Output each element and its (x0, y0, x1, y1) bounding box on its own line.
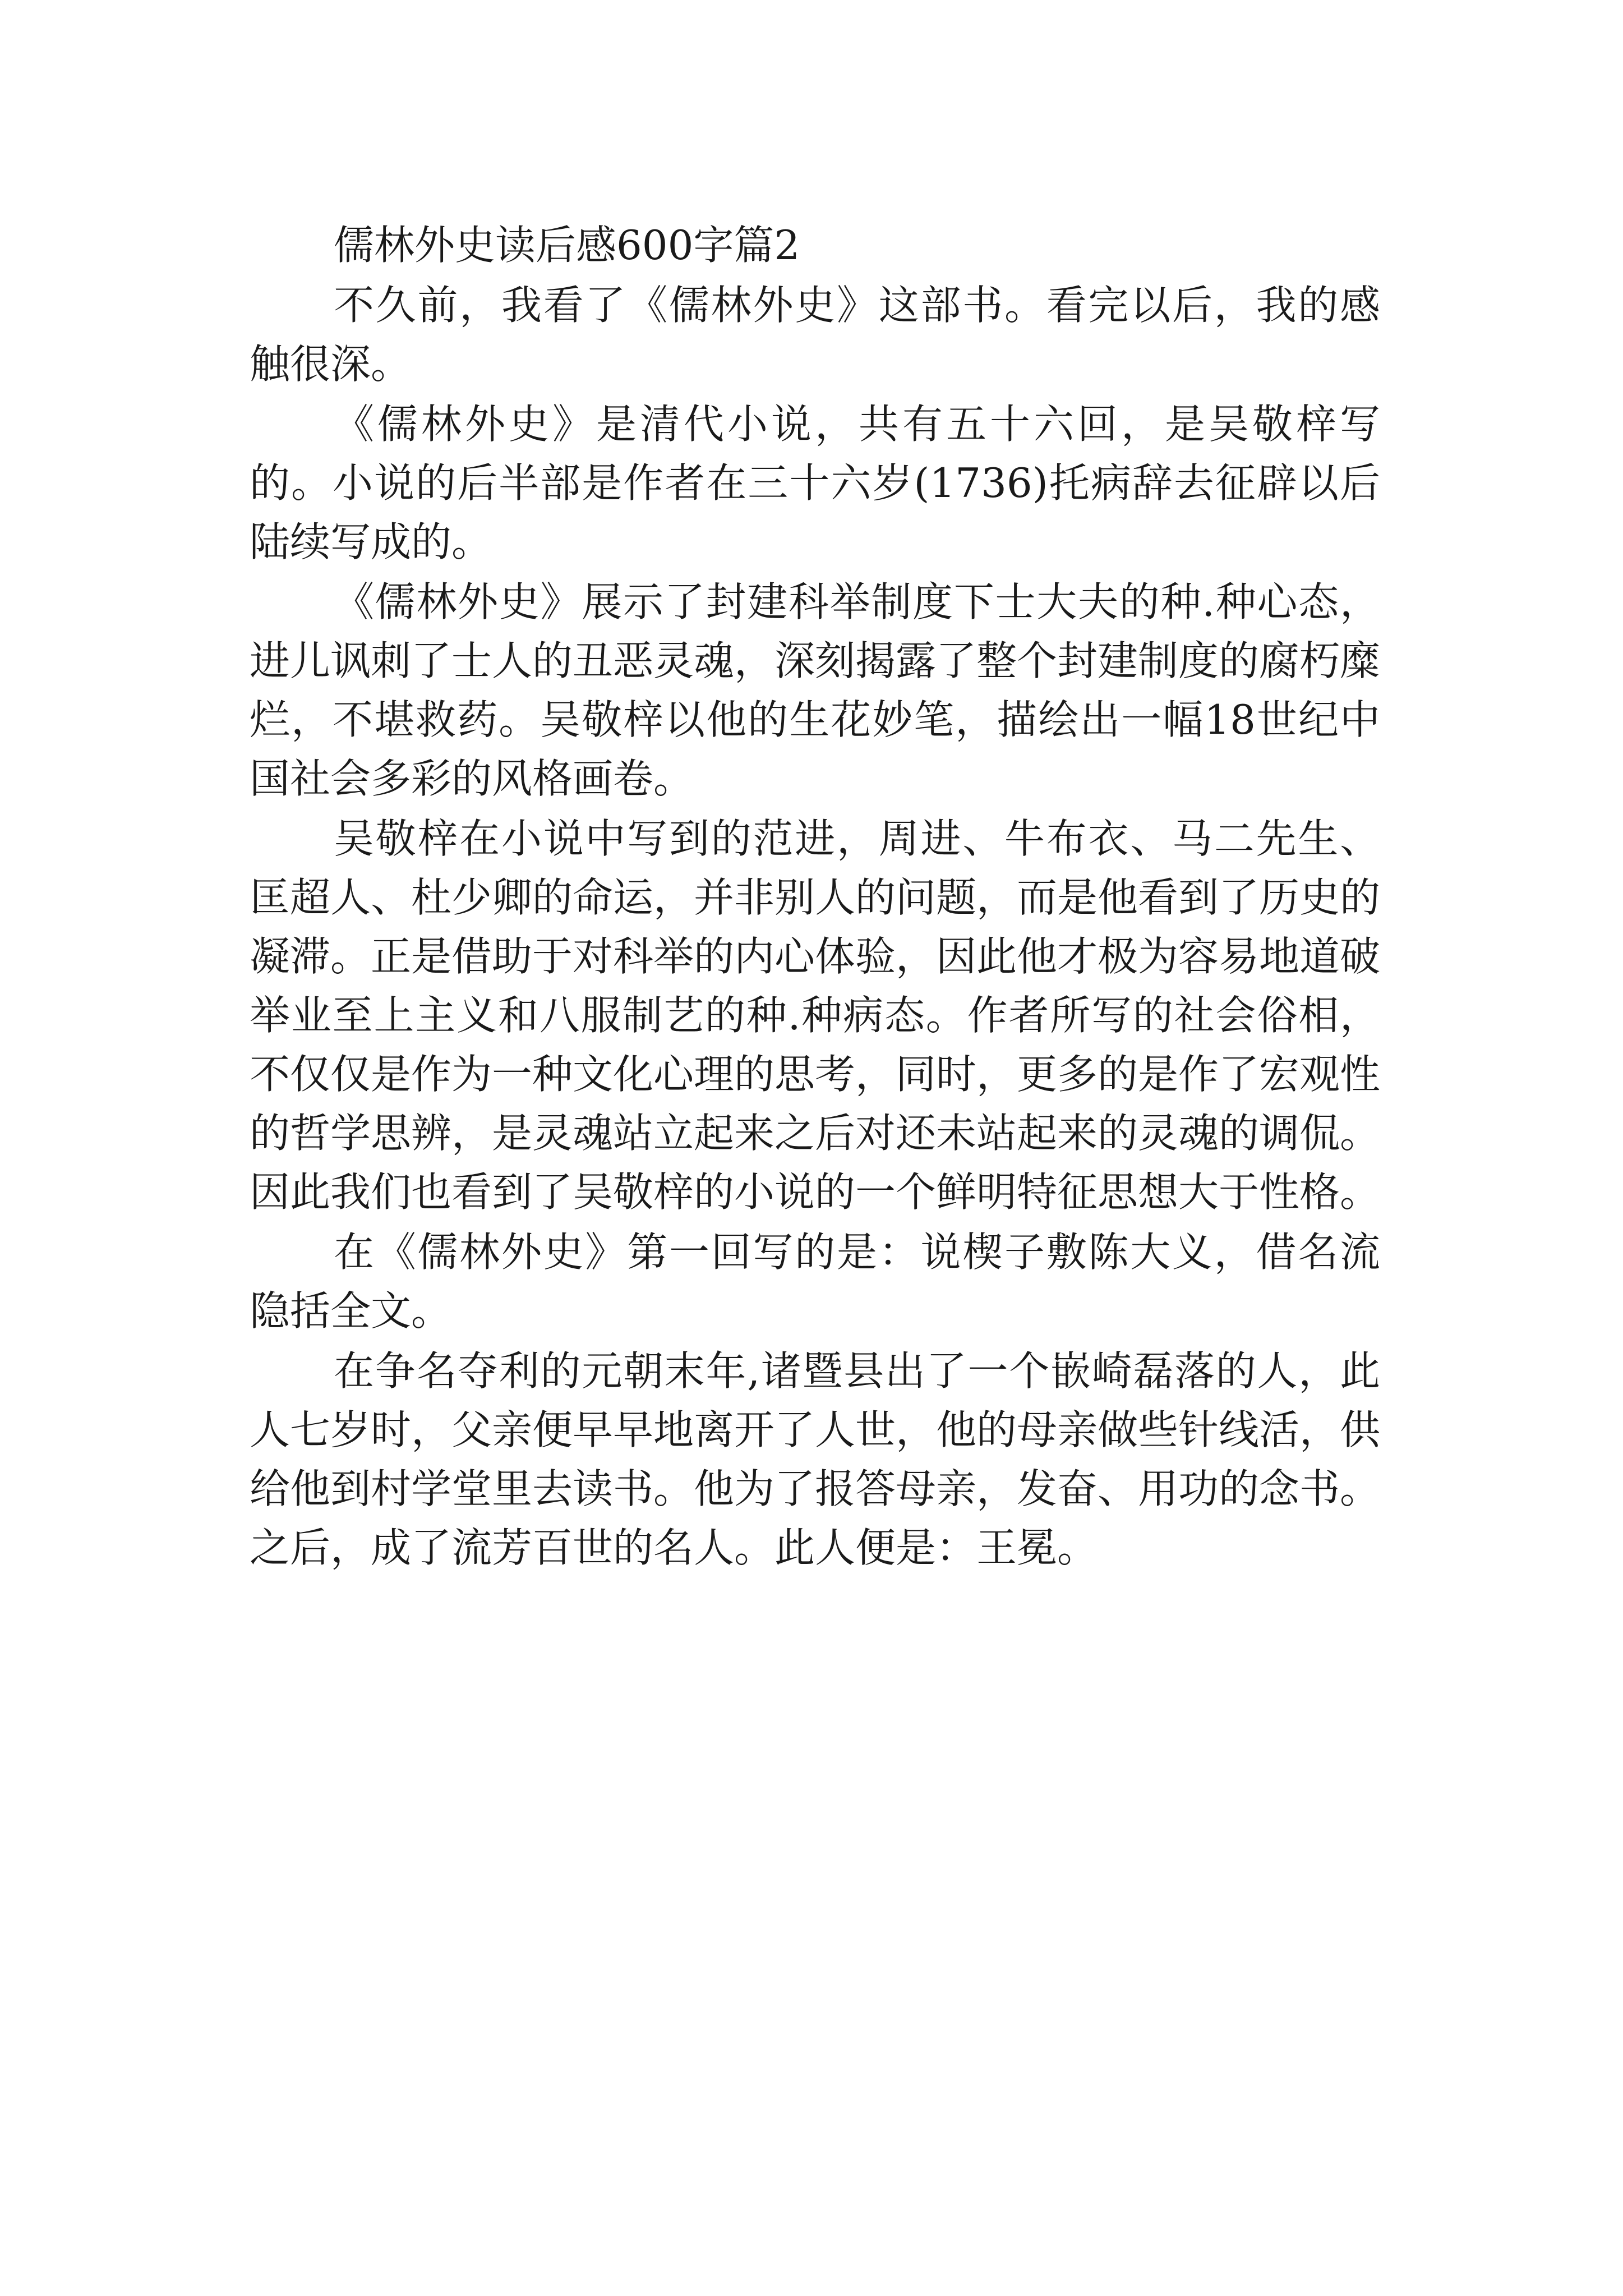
paragraph-6: 在争名夺利的元朝末年,诸暨县出了一个嵌崎磊落的人，此人七岁时，父亲便早早地离开了人世，他的母亲做些针线活，供给他到村学堂里去读书。他为了报答母亲，发奋、用功的念书。之后，成了流芳百世的名人。此人便是：王冕。 (250, 1347, 1381, 1571)
paragraph-2: 《儒林外史》是清代小说，共有五十六回，是吴敬梓写的。小说的后半部是作者在三十六岁(1736)托病辞去征辟以后陆续写成的。 (250, 401, 1380, 565)
paragraph-4: 吴敬梓在小说中写到的范进，周进、牛布衣、马二先生、匡超人、杜少卿的命运，并非别人的问题，而是他看到了历史的凝滞。正是借助于对科举的内心体验，因此他才极为容易地道破举业至上主义和八服制艺的种.种病态。作者所写的社会俗相，不仅仅是作为一种文化心理的思考，同时，更多的是作了宏观性的哲学思辨，是灵魂站立起来之后对还未站起来的灵魂的调侃。因此我们也看到了吴敬梓的小说的一个鲜明特征思想大于性格。 (250, 815, 1381, 1216)
document-body (250, 216, 1380, 1579)
paragraph-1: 不久前，我看了《儒林外史》这部书。看完以后，我的感触很深。 (250, 282, 1380, 388)
paragraph-5: 在《儒林外史》第一回写的是：说楔子敷陈大义，借名流隐括全文。 (250, 1228, 1380, 1335)
paragraph-3: 《儒林外史》展示了封建科举制度下士大夫的种.种心态，进儿讽刺了士人的丑恶灵魂，深刻揭露了整个封建制度的腐朽糜烂，不堪救药。吴敬梓以他的生花妙笔，描绘出一幅18世纪中国社会多彩的风格画卷。 (250, 578, 1381, 802)
document-title: 儒林外史读后感600字篇2 (334, 222, 800, 269)
